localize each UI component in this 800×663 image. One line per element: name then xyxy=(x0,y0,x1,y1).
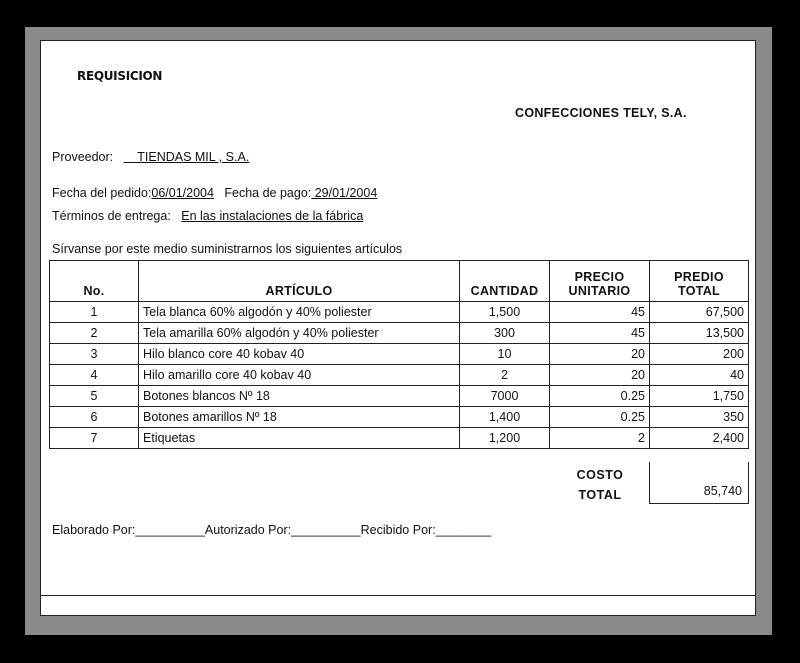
header-articulo: ARTÍCULO xyxy=(139,261,460,302)
table-row xyxy=(50,323,749,344)
fecha-pago-value: 29/01/2004 xyxy=(311,186,378,200)
cell-cantidad: 1,200 xyxy=(460,428,550,449)
header-precio-unitario xyxy=(550,261,650,302)
table-row xyxy=(50,365,749,386)
cell-cantidad: 300 xyxy=(460,323,550,344)
cell-no: 3 xyxy=(50,344,139,365)
autorizado-label: Autorizado Por: xyxy=(204,523,292,537)
cell-articulo: Tela blanca 60% algodón y 40% poliester xyxy=(139,302,460,323)
header-precio-line2: UNITARIO xyxy=(568,284,631,298)
cell-precio-unitario: 45 xyxy=(550,302,650,323)
fecha-pedido-value: 06/01/2004 xyxy=(151,186,214,200)
proveedor-label: Proveedor: xyxy=(52,150,114,164)
cell-cantidad: 7000 xyxy=(460,386,550,407)
header-total-line1: PREDIO xyxy=(674,270,724,284)
header-no: No. xyxy=(50,261,139,302)
table-row xyxy=(50,407,749,428)
recibido-blank[interactable]: ________ xyxy=(435,523,492,537)
cell-articulo: Etiquetas xyxy=(139,428,460,449)
terminos-line xyxy=(52,209,363,223)
table-row xyxy=(50,428,749,449)
table-row xyxy=(50,344,749,365)
autorizado-blank[interactable]: __________ xyxy=(291,523,361,537)
cell-articulo: Botones amarillos Nº 18 xyxy=(139,407,460,428)
cell-predio-total: 2,400 xyxy=(650,428,749,449)
cell-predio-total: 67,500 xyxy=(650,302,749,323)
header-predio-total xyxy=(650,261,749,302)
table-row xyxy=(50,302,749,323)
cell-articulo: Hilo amarillo core 40 kobav 40 xyxy=(139,365,460,386)
intro-text: Sírvanse por este medio suministrarnos los siguientes artículos xyxy=(52,242,403,256)
proveedor-line xyxy=(52,150,249,164)
cell-predio-total: 350 xyxy=(650,407,749,428)
fechas-line xyxy=(52,186,377,200)
cell-precio-unitario: 20 xyxy=(550,365,650,386)
cell-no: 5 xyxy=(50,386,139,407)
recibido-label: Recibido Por: xyxy=(360,523,436,537)
fecha-pedido-label: Fecha del pedido: xyxy=(52,186,152,200)
cell-predio-total: 13,500 xyxy=(650,323,749,344)
costo-total-label xyxy=(551,465,649,505)
table-row xyxy=(50,386,749,407)
cell-precio-unitario: 2 xyxy=(550,428,650,449)
cell-predio-total: 200 xyxy=(650,344,749,365)
cell-no: 4 xyxy=(50,365,139,386)
costo-total-line1: COSTO xyxy=(576,468,624,482)
cell-cantidad: 1,400 xyxy=(460,407,550,428)
company-name: CONFECCIONES TELY, S.A. xyxy=(515,106,687,120)
proveedor-value: TIENDAS MIL , S.A. xyxy=(123,150,250,164)
elaborado-label: Elaborado Por: xyxy=(52,523,136,537)
document-title: REQUISICION xyxy=(77,69,163,83)
signatures-line xyxy=(52,523,491,537)
cell-predio-total: 40 xyxy=(650,365,749,386)
fecha-pago-label: Fecha de pago: xyxy=(224,186,312,200)
cell-precio-unitario: 20 xyxy=(550,344,650,365)
cell-precio-unitario: 45 xyxy=(550,323,650,344)
cell-precio-unitario: 0.25 xyxy=(550,407,650,428)
cell-precio-unitario: 0.25 xyxy=(550,386,650,407)
cell-cantidad: 10 xyxy=(460,344,550,365)
cell-cantidad: 2 xyxy=(460,365,550,386)
requisition-page xyxy=(40,40,756,616)
bottom-divider xyxy=(41,595,755,596)
cell-no: 6 xyxy=(50,407,139,428)
cell-articulo: Tela amarilla 60% algodón y 40% poliester xyxy=(139,323,460,344)
elaborado-blank[interactable]: __________ xyxy=(135,523,205,537)
cell-articulo: Hilo blanco core 40 kobav 40 xyxy=(139,344,460,365)
costo-total-line2: TOTAL xyxy=(578,488,622,502)
cell-no: 1 xyxy=(50,302,139,323)
cell-cantidad: 1,500 xyxy=(460,302,550,323)
header-cantidad: CANTIDAD xyxy=(460,261,550,302)
cell-no: 2 xyxy=(50,323,139,344)
terminos-label: Términos de entrega: xyxy=(52,209,171,223)
header-total-line2: TOTAL xyxy=(677,284,720,298)
table-header-row xyxy=(50,261,749,302)
terminos-value: En las instalaciones de la fábrica xyxy=(181,209,364,223)
costo-total-value: 85,740 xyxy=(649,462,749,504)
cell-articulo: Botones blancos Nº 18 xyxy=(139,386,460,407)
cell-no: 7 xyxy=(50,428,139,449)
header-precio-line1: PRECIO xyxy=(574,270,625,284)
cell-predio-total: 1,750 xyxy=(650,386,749,407)
items-table xyxy=(49,260,749,449)
